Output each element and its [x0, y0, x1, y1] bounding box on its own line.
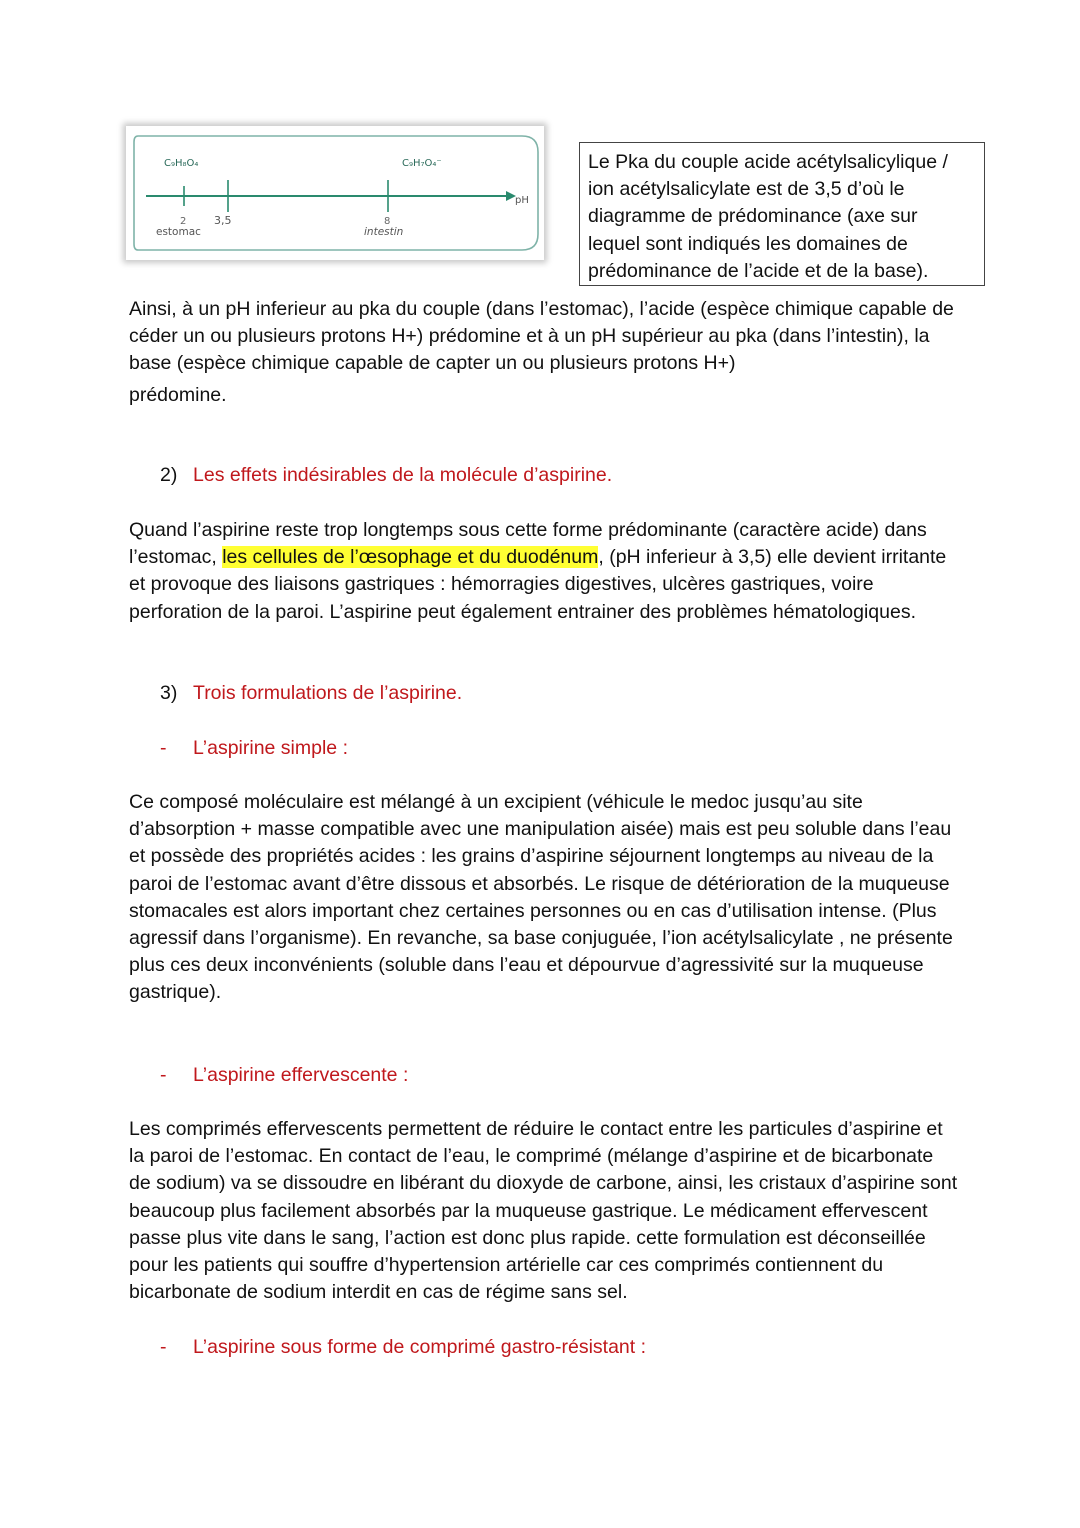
highlighted-text: les cellules de l’œsophage et du duodénum — [222, 546, 599, 569]
pka-info-text: Le Pka du couple acide acétylsalicylique / ion acétylsalicylate est de 3,5 d’où le diagramme de prédominance (axe sur lequel sont indiqués les domaines de prédominance de l’acide et de la base). — [588, 151, 948, 282]
intestin-label: intestin — [364, 226, 404, 238]
bullet-aspirine-gastro — [160, 1334, 646, 1361]
pka-info-box — [579, 142, 985, 286]
paragraph-effervescente — [129, 1116, 959, 1306]
paragraph-effets-before: Quand l’aspirine reste trop longtemps sous cette forme prédominante (caractère acide) dans l’estomac, — [129, 519, 927, 569]
bullet-aspirine-effervescente — [160, 1062, 408, 1089]
bullet-label-simple: L’aspirine simple : — [193, 737, 348, 759]
ph-axis-label: pH — [515, 195, 529, 206]
predominance-diagram — [126, 126, 544, 260]
bullet-dash: - — [160, 1336, 167, 1358]
paragraph-predominance-text: Ainsi, à un pH inferieur au pka du couple (dans l’estomac), l’acide (espèce chimique capable de céder un ou plusieurs protons H+) prédomine et à un pH supérieur au pka (dans l’intestin), la base (espèce chimique capable de capter un ou plusieurs protons H+) — [129, 298, 954, 375]
section-heading-2 — [160, 462, 612, 489]
section-number-2: 2) — [160, 464, 178, 486]
section-number-3: 3) — [160, 682, 178, 704]
base-formula-label: C₉H₇O₄⁻ — [402, 158, 442, 169]
paragraph-effets — [129, 517, 959, 626]
paragraph-effets-after: , (pH inferieur à 3,5) elle devient irritante et provoque des liaisons gastriques : hémorragies digestives, ulcères gastriques, voire perforation de la paroi. L’aspirine peut également entrainer des problèmes hématologiques. — [129, 546, 947, 623]
paragraph-predominance — [129, 296, 959, 409]
section-heading-3 — [160, 680, 462, 707]
section-title-2: Les effets indésirables de la molécule d’aspirine. — [193, 464, 613, 486]
paragraph-simple — [129, 789, 959, 1007]
bullet-label-gastro: L’aspirine sous forme de comprimé gastro-résistant : — [193, 1336, 647, 1358]
section-title-3: Trois formulations de l’aspirine. — [193, 682, 463, 704]
paragraph-predominance-tail: prédomine. — [129, 383, 227, 406]
acid-formula-label: C₉H₈O₄ — [164, 158, 199, 169]
tick-label-2: 2 — [180, 216, 187, 227]
predominance-diagram-svg — [126, 126, 544, 260]
tick-label-8: 8 — [384, 216, 391, 227]
tick-label-3-5: 3,5 — [214, 214, 232, 227]
paragraph-simple-text: Ce composé moléculaire est mélangé à un excipient (véhicule le medoc jusqu’au site d’absorption + masse compatible avec une manipulation aisée) mais est peu soluble dans l’eau et possède des propriétés acides : les grains d’aspirine séjournent longtemps au niveau de la paroi de l’estomac avant d’être dissous et absorbés. Le risque de détérioration de la muqueuse stomacales est alors important chez certaines personnes ou en cas d’utilisation intense. (Plus agressif dans l’organisme). En revanche, sa base conjuguée, l’ion acétylsalicylate , ne présente plus ces deux inconvénients (soluble dans l’eau et dépourvue d’agressivité sur la muqueuse gastrique). — [129, 791, 953, 1004]
paragraph-effervescente-text: Les comprimés effervescents permettent de réduire le contact entre les particules d’aspirine et la paroi de l’estomac. En contact de l’eau, le comprimé (mélange d’aspirine et de bicarbonate de sodium) va se dissoudre en libérant du dioxyde de carbone, ainsi, les cristaux d’aspirine sont beaucoup plus facilement absorbés par la muqueuse gastrique. Le médicament effervescent passe plus vite dans le sang, l’action est donc plus rapide. cette formulation est déconseillée pour les patients qui souffre d’hypertension artérielle car ces comprimés contiennent du bicarbonate de sodium interdit en cas de régime sans sel. — [129, 1118, 958, 1304]
bullet-dash: - — [160, 1064, 167, 1086]
bullet-label-effervescente: L’aspirine effervescente : — [193, 1064, 409, 1086]
estomac-label: estomac — [156, 226, 201, 238]
bullet-dash: - — [160, 737, 167, 759]
bullet-aspirine-simple — [160, 735, 348, 762]
